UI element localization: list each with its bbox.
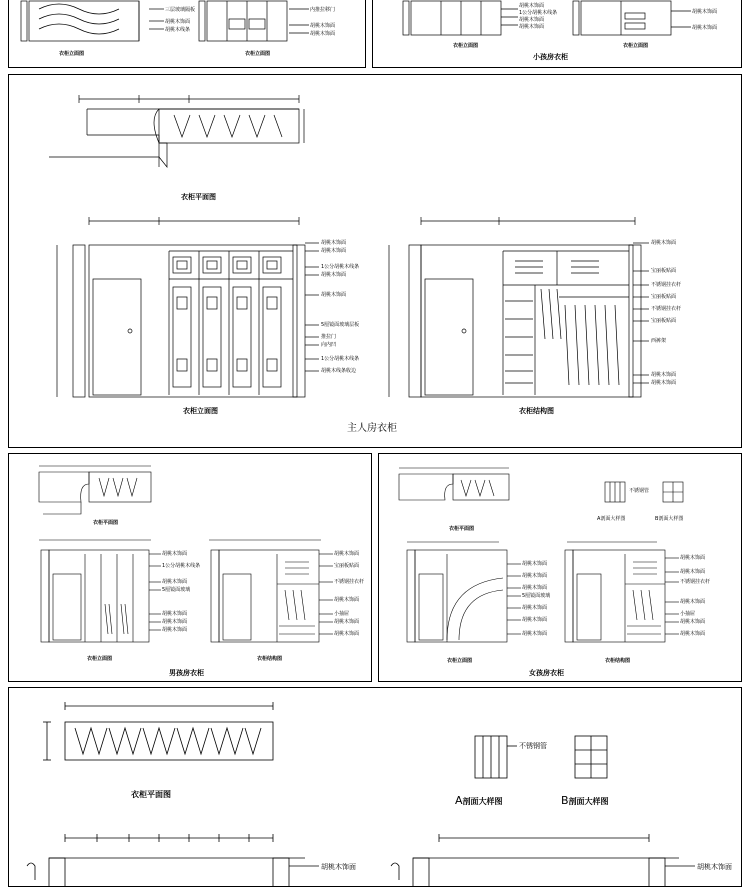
boys-elev-label-6: 胡桃木饰面 xyxy=(162,619,188,625)
caption-b-left: 衣柜立面图 xyxy=(453,43,479,49)
master-elev-label-3: 1公分胡桃木线条 xyxy=(321,264,360,270)
bottom-drawing xyxy=(9,688,742,887)
girls-elev-label-5: 胡桃木饰面 xyxy=(522,605,548,611)
boys-elev-label-5: 胡桃木饰面 xyxy=(162,611,188,617)
caption-girls-elevation: 衣柜立面图 xyxy=(447,658,473,664)
master-struct-label-9: 胡桃木饰面 xyxy=(651,380,677,386)
caption-boys-plan: 衣柜平面图 xyxy=(93,520,119,526)
boys-struct-label-2: 宝丽板贴面 xyxy=(334,563,360,569)
label-b-1: 胡桃木饰面 xyxy=(519,3,545,9)
caption-boys-elevation: 衣柜立面图 xyxy=(87,656,113,662)
girls-struct-label-4: 胡桃木饰面 xyxy=(680,599,706,605)
title-girls-room: 女孩房衣柜 xyxy=(529,669,564,677)
caption-bottom-plan: 衣柜平面图 xyxy=(131,790,171,799)
title-boys-room: 男孩房衣柜 xyxy=(169,669,204,677)
master-struct-label-7: 西裤架 xyxy=(651,338,667,344)
girls-detail-a: A剖面大样图 xyxy=(597,516,626,522)
girls-struct-label-5: 小抽屉 xyxy=(680,611,696,617)
boys-elev-label-3: 胡桃木饰面 xyxy=(162,579,188,585)
bottom-detail-a-text: 剖面大样图 xyxy=(462,797,503,806)
caption-girls-plan: 衣柜平面图 xyxy=(449,526,475,532)
caption-b-right: 衣柜立面图 xyxy=(623,43,649,49)
label-a-5: 胡桃木饰面 xyxy=(310,23,336,29)
label-a-2: 胡桃木饰面 xyxy=(165,19,191,25)
master-drawing xyxy=(9,75,742,448)
girls-elev-label-4: 5厘镜面玻璃 xyxy=(522,593,551,599)
panel-top-left-elevations xyxy=(8,0,366,68)
girls-elev-label-7: 胡桃木饰面 xyxy=(522,631,548,637)
label-a-6: 胡桃木饰面 xyxy=(310,31,336,37)
caption-master-structure: 衣柜结构图 xyxy=(519,407,554,415)
panel-boys-room-wardrobe xyxy=(8,453,372,682)
bottom-detail-b-letter: B xyxy=(561,794,569,807)
caption-master-elevation: 衣柜立面图 xyxy=(183,407,218,415)
girls-elev-label-6: 胡桃木饰面 xyxy=(522,617,548,623)
label-a-4: 内推拉移门 xyxy=(310,7,336,13)
panel-master-bedroom-wardrobe xyxy=(8,74,742,448)
label-a-3: 胡桃木线条 xyxy=(165,27,191,33)
boys-struct-label-7: 胡桃木饰面 xyxy=(334,631,360,637)
master-elev-label-5: 胡桃木饰面 xyxy=(321,292,347,298)
boys-struct-label-4: 胡桃木饰面 xyxy=(334,597,360,603)
bottom-detail-a xyxy=(455,794,503,807)
girls-detail-b: B剖面大样图 xyxy=(655,516,684,522)
boys-elev-label-7: 胡桃木饰面 xyxy=(162,627,188,633)
girls-struct-label-2: 胡桃木饰面 xyxy=(680,569,706,575)
boys-elev-label-1: 胡桃木饰面 xyxy=(162,551,188,557)
bottom-detail-b-text: 剖面大样图 xyxy=(568,797,609,806)
girls-elev-label-3: 胡桃木饰面 xyxy=(522,585,548,591)
master-elev-label-7: 推拉门 xyxy=(321,334,337,340)
master-struct-label-5: 不锈钢挂衣杆 xyxy=(651,306,682,312)
boys-struct-label-6: 胡桃木饰面 xyxy=(334,619,360,625)
boys-struct-label-1: 胡桃木饰面 xyxy=(334,551,360,557)
master-elev-label-8: 向内凹 xyxy=(321,342,337,348)
girls-pipe-label: 不锈钢管 xyxy=(629,488,650,494)
title-kids-room: 小孩房衣柜 xyxy=(533,53,568,61)
bottom-detail-a-letter: A xyxy=(455,794,463,807)
label-b-5: 胡桃木饰面 xyxy=(692,9,718,15)
label-b-3: 胡桃木饰面 xyxy=(519,17,545,23)
girls-struct-label-6: 胡桃木饰面 xyxy=(680,619,706,625)
caption-master-plan: 衣柜平面图 xyxy=(181,193,216,201)
girls-elev-label-2: 胡桃木饰面 xyxy=(522,573,548,579)
panel-girls-room-wardrobe xyxy=(378,453,742,682)
boys-elev-label-2: 1公分胡桃木线条 xyxy=(162,563,201,569)
label-b-4: 胡桃木饰面 xyxy=(519,24,545,30)
label-a-1: 三层玻璃隔板 xyxy=(165,7,196,13)
master-struct-label-3: 不锈钢挂衣杆 xyxy=(651,282,682,288)
girls-elev-label-1: 胡桃木饰面 xyxy=(522,561,548,567)
panel-top-right-kids-room xyxy=(372,0,742,68)
master-elev-label-1: 胡桃木饰面 xyxy=(321,240,347,246)
caption-a-right: 衣柜立面图 xyxy=(245,51,271,57)
boys-elev-label-4: 5厘镜面玻璃 xyxy=(162,587,191,593)
master-elev-label-9: 1公分胡桃木线条 xyxy=(321,356,360,362)
label-b-2: 1公分胡桃木线条 xyxy=(519,10,558,16)
girls-struct-label-7: 胡桃木饰面 xyxy=(680,631,706,637)
label-b-6: 胡桃木饰面 xyxy=(692,25,718,31)
girls-struct-label-3: 不锈钢挂衣杆 xyxy=(680,579,711,585)
master-elev-label-10: 胡桃木线条收边 xyxy=(321,368,357,374)
bottom-pipe-label: 不锈钢管 xyxy=(519,742,547,750)
master-elev-label-6: 5厘镜面玻璃层板 xyxy=(321,322,360,328)
master-struct-label-4: 宝丽板贴面 xyxy=(651,294,677,300)
bottom-label-left: 胡桃木饰面 xyxy=(321,863,356,871)
bottom-detail-b xyxy=(561,794,609,807)
panel-bottom-wardrobe xyxy=(8,687,742,887)
boys-struct-label-3: 不锈钢挂衣杆 xyxy=(334,579,365,585)
caption-a-left: 衣柜立面图 xyxy=(59,51,85,57)
master-elev-label-2: 胡桃木饰面 xyxy=(321,248,347,254)
master-struct-label-1: 胡桃木饰面 xyxy=(651,240,677,246)
girls-struct-label-1: 胡桃木饰面 xyxy=(680,555,706,561)
master-elev-label-4: 胡桃木饰面 xyxy=(321,272,347,278)
master-struct-label-2: 宝丽板贴面 xyxy=(651,268,677,274)
bottom-label-right: 胡桃木饰面 xyxy=(697,863,732,871)
girls-drawing xyxy=(379,454,742,682)
master-struct-label-8: 胡桃木饰面 xyxy=(651,372,677,378)
caption-boys-structure: 衣柜结构图 xyxy=(257,656,283,662)
caption-girls-structure: 衣柜结构图 xyxy=(605,658,631,664)
master-struct-label-6: 宝丽板贴面 xyxy=(651,318,677,324)
title-master-bedroom: 主人房衣柜 xyxy=(347,423,397,434)
boys-struct-label-5: 小抽屉 xyxy=(334,611,350,617)
